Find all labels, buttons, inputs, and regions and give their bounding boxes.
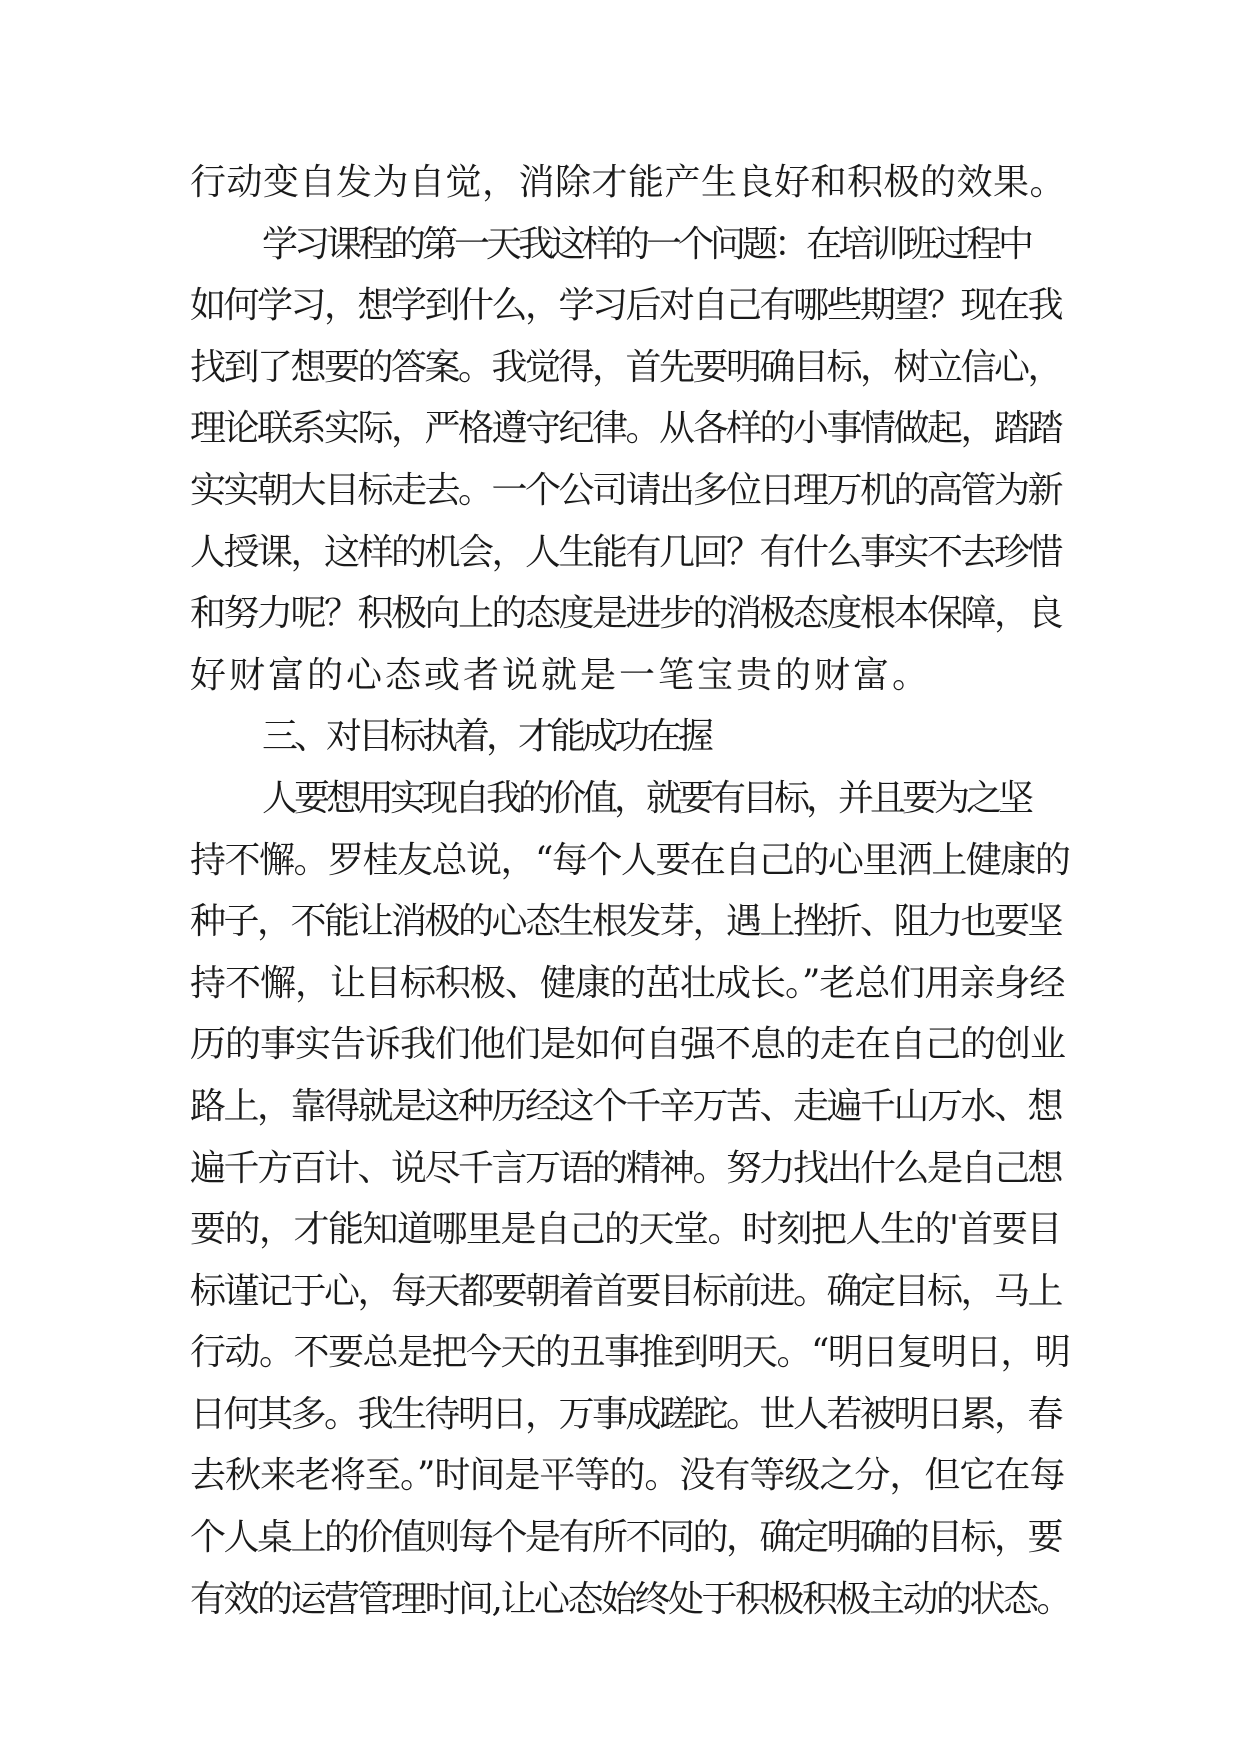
text-line: 要的，才能知道哪里是自己的天堂。时刻把人生的'首要目 (190, 1209, 1061, 1251)
text-line: 日何其多。我生待明日，万事成蹉跎。世人若被明日累，春 (190, 1393, 1062, 1435)
text-line: 实实朝大目标走去。一个公司请出多位日理万机的高管为新 (190, 469, 1062, 511)
text-line: 行动变自发为自觉，消除才能产生良好和积极的效果。 (190, 162, 1067, 203)
text-line: 标谨记于心，每天都要朝着首要目标前进。确定目标，马上 (190, 1270, 1062, 1312)
body-text (190, 152, 1070, 1630)
text-line: 种子，不能让消极的心态生根发芽，遇上挫折、阻力也要坚 (190, 901, 1062, 943)
text-line: 好财富的心态或者说就是一笔宝贵的财富。 (190, 654, 932, 696)
text-line: 行动。不要总是把今天的丑事推到明天。“明日复明日，明 (190, 1332, 1070, 1374)
text-line: 人授课，这样的机会，人生能有几回？有什么事实不去珍惜 (190, 531, 1062, 573)
text-line: 找到了想要的答案。我觉得，首先要明确目标，树立信心， (190, 346, 1062, 388)
text-line: 个人桌上的价值则每个是有所不同的，确定明确的目标，要 (190, 1517, 1062, 1559)
text-line: 有效的运营管理时间,让心态始终处于积极积极主动的状态。 (190, 1578, 1070, 1620)
text-line: 如何学习，想学到什么，学习后对自己有哪些期望？现在我 (190, 285, 1062, 327)
text-line: 三、对目标执着，才能成功在握 (262, 716, 711, 758)
text-line: 持不懈，让目标积极、健康的茁壮成长。”老总们用亲身经 (190, 962, 1065, 1004)
text-line: 和努力呢？积极向上的态度是进步的消极态度根本保障，良 (190, 593, 1062, 635)
text-line: 历的事实告诉我们他们是如何自强不息的走在自己的创业 (190, 1024, 1066, 1066)
text-line: 人要想用实现自我的价值，就要有目标，并且要为之坚 (262, 777, 1031, 819)
text-line: 持不懈。罗桂友总说，“每个人要在自己的心里洒上健康的 (190, 839, 1070, 881)
text-line: 学习课程的第一天我这样的一个问题：在培训班过程中 (262, 223, 1031, 265)
text-line: 去秋来老将至。”时间是平等的。没有等级之分，但它在每 (190, 1455, 1065, 1497)
text-line: 路上，靠得就是这种历经这个千辛万苦、走遍千山万水、想 (190, 1085, 1062, 1127)
text-line: 遍千方百计、说尽千言万语的精神。努力找出什么是自己想 (190, 1147, 1062, 1189)
text-line: 理论联系实际，严格遵守纪律。从各样的小事情做起，踏踏 (190, 408, 1062, 450)
